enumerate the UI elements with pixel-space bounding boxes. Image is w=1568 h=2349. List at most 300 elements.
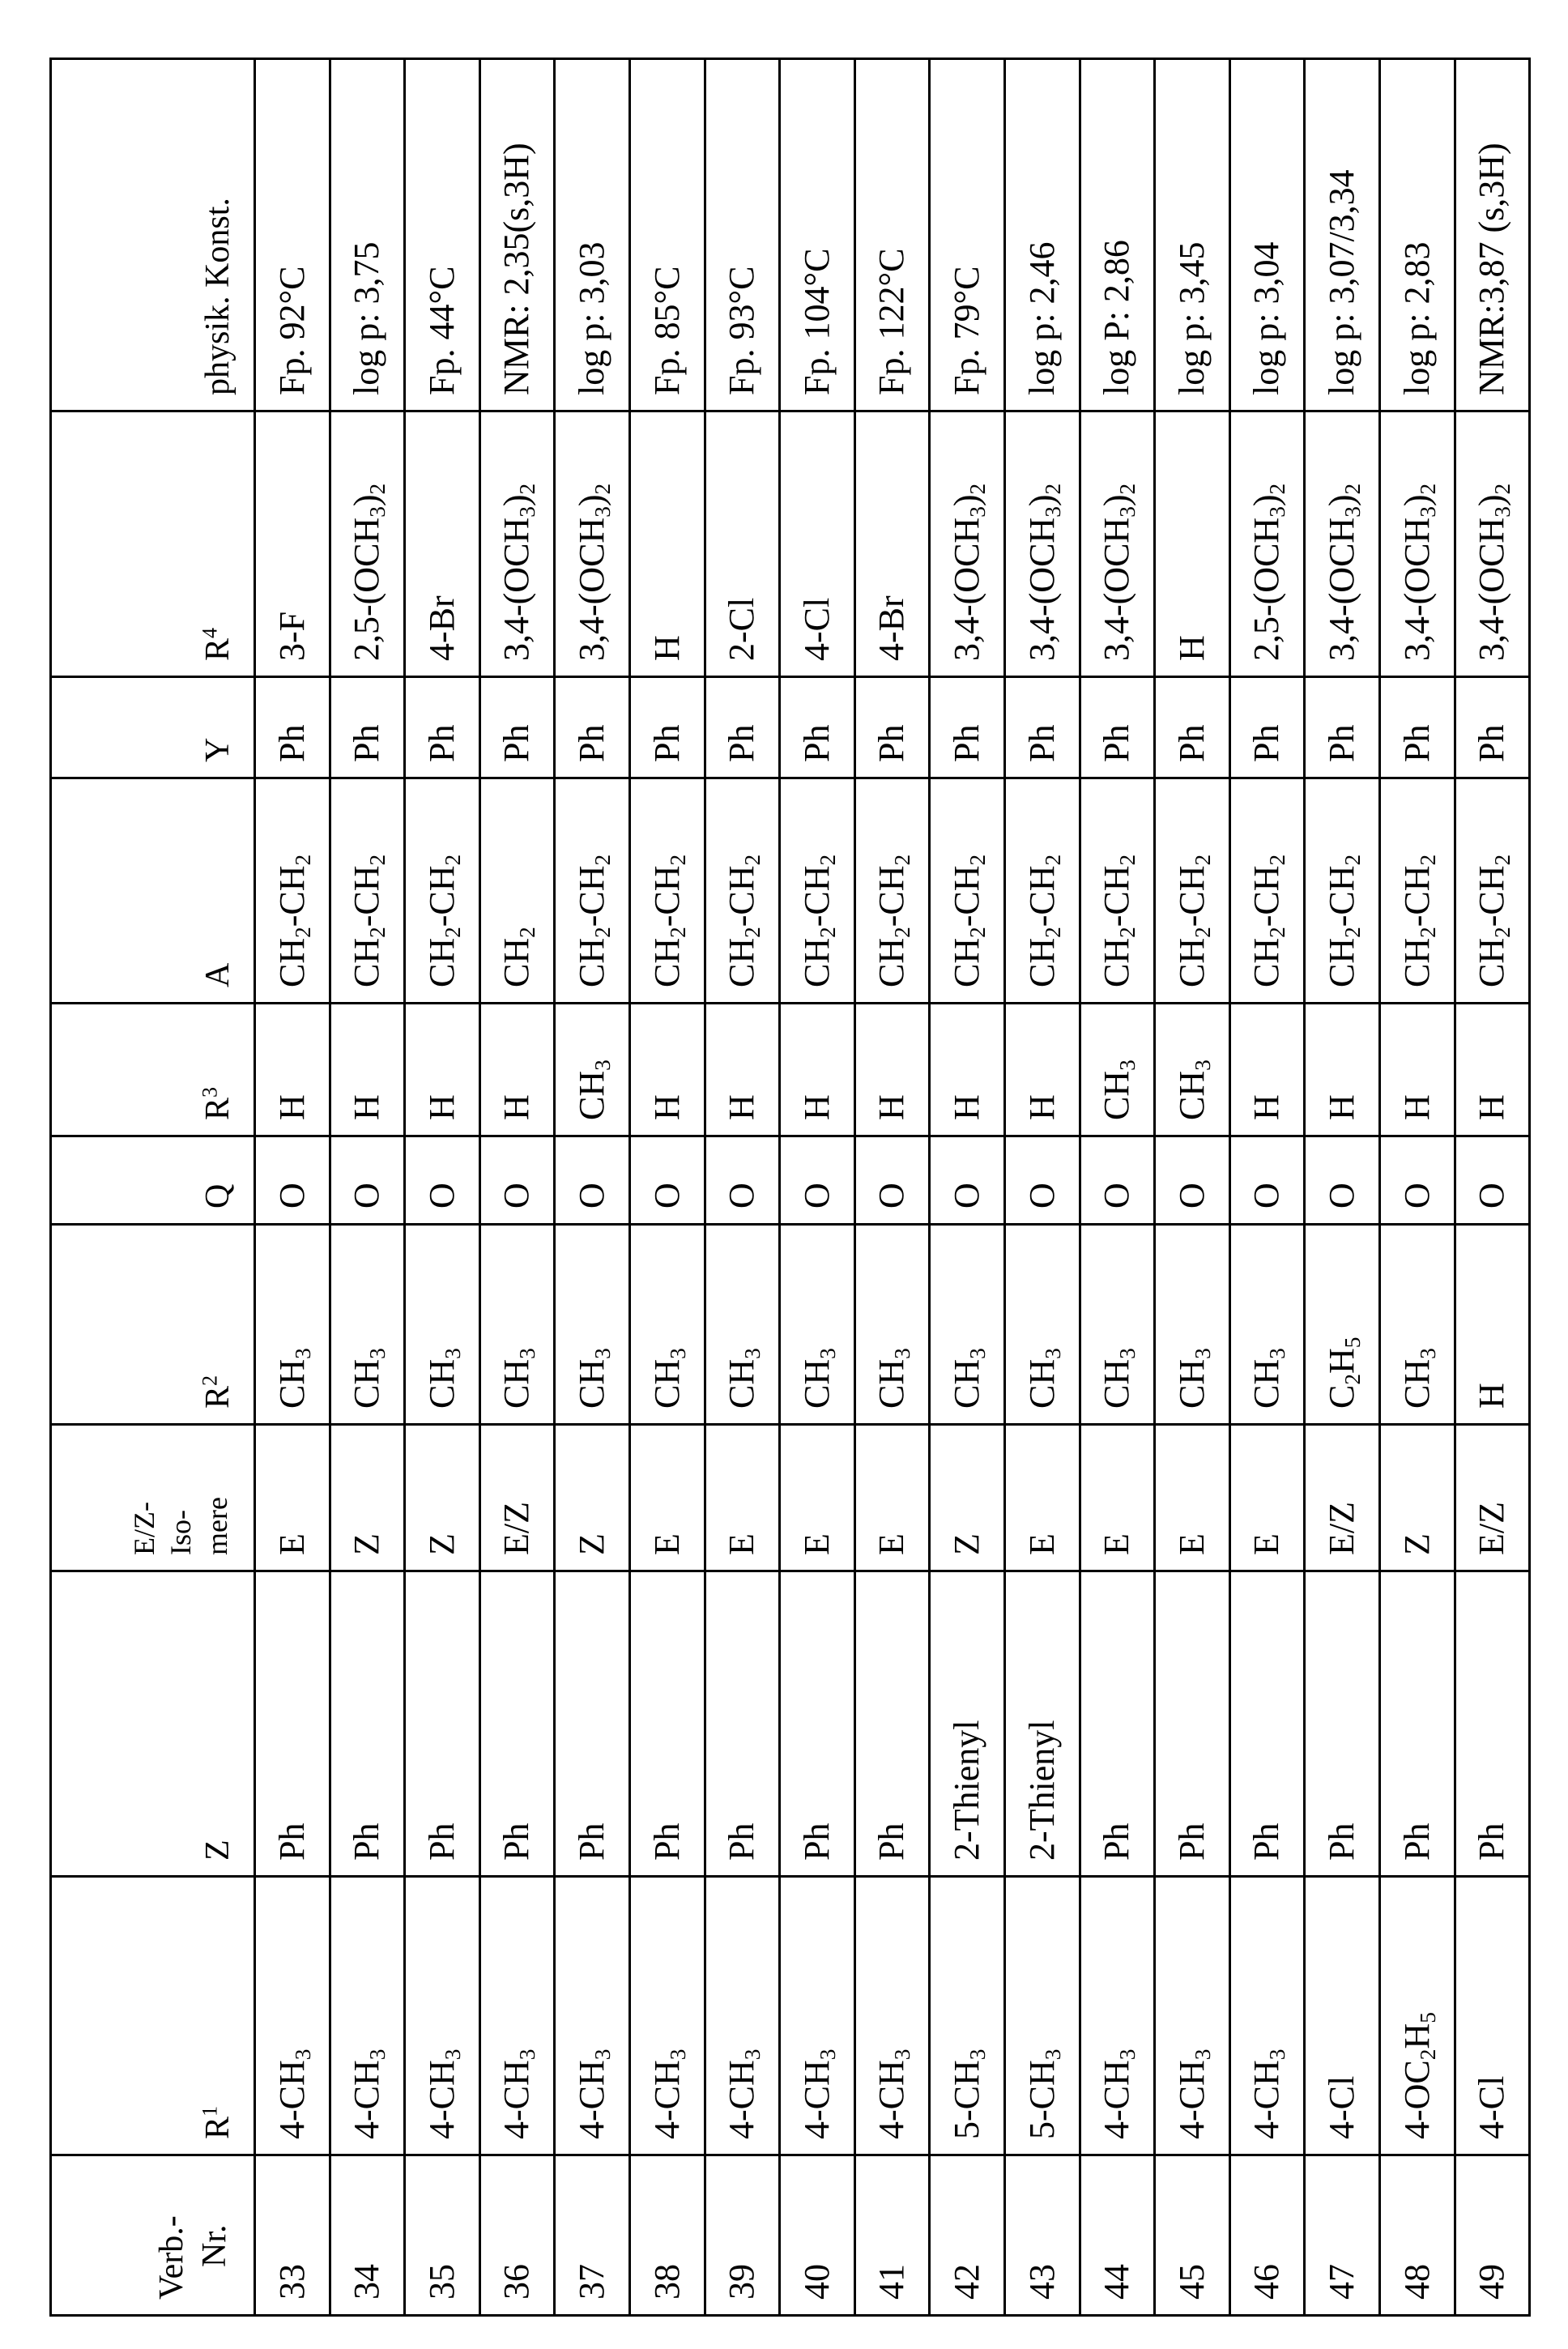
cell-r4	[1229, 411, 1305, 677]
cell-text: 44	[1097, 2264, 1137, 2300]
cell-text: Z	[421, 1533, 462, 1555]
cell-text: 5-CH	[1021, 2060, 1062, 2139]
cell-compound-number	[330, 2155, 405, 2316]
cell-text: CH	[572, 1358, 612, 1409]
cell-subscript: 2	[365, 483, 390, 495]
cell-ez-isomer	[1080, 1425, 1155, 1571]
cell-text: H	[646, 1094, 687, 1120]
cell-text: 43	[1021, 2264, 1062, 2300]
cell-r3	[930, 1004, 1005, 1136]
cell-text: O	[347, 1183, 387, 1209]
cell-q	[1155, 1136, 1230, 1225]
cell-a	[1455, 778, 1530, 1004]
cell-text: 4-CH	[1171, 2060, 1212, 2139]
cell-text: 4-Br	[871, 595, 912, 661]
cell-y	[780, 677, 855, 778]
table-body	[255, 59, 1530, 2316]
cell-r2	[479, 1225, 555, 1425]
cell-text: E	[1171, 1533, 1212, 1555]
cell-text: CH	[722, 1358, 762, 1409]
cell-subscript: 3	[1040, 506, 1065, 518]
cell-r1	[705, 1877, 780, 2155]
cell-r1	[1305, 1877, 1380, 2155]
cell-ez-isomer	[479, 1425, 555, 1571]
cell-text: O	[1097, 1183, 1137, 1209]
cell-text: Ph	[347, 1823, 387, 1861]
cell-subscript: 2	[816, 927, 841, 938]
cell-text: Fp. 92°C	[271, 266, 312, 395]
cell-text: Fp. 85°C	[646, 266, 687, 395]
cell-compound-number	[255, 2155, 330, 2316]
cell-text: O	[1322, 1183, 1362, 1209]
cell-subscript: 2	[1265, 927, 1290, 938]
cell-text: CH	[1396, 1358, 1437, 1409]
cell-text: -CH	[1322, 865, 1362, 927]
cell-text: )	[1246, 494, 1287, 507]
cell-text: Ph	[796, 1823, 837, 1861]
cell-ez-isomer	[1305, 1425, 1380, 1571]
cell-text: Ph	[646, 724, 687, 762]
cell-text: CH	[1396, 937, 1437, 987]
cell-subscript: 2	[1265, 854, 1290, 866]
cell-subscript: 3	[890, 2048, 915, 2061]
cell-subscript: 3	[590, 2048, 616, 2061]
cell-z	[330, 1571, 405, 1877]
cell-z	[780, 1571, 855, 1877]
cell-text: 4-Cl	[1322, 2075, 1362, 2139]
cell-z	[854, 1571, 930, 1877]
cell-subscript: 3	[365, 1348, 390, 1359]
cell-text: Ph	[1097, 724, 1137, 762]
cell-text: 35	[421, 2264, 462, 2300]
cell-q	[780, 1136, 855, 1225]
cell-text: -CH	[1097, 865, 1137, 927]
header-q	[51, 1136, 255, 1225]
cell-text: Z	[1396, 1533, 1437, 1555]
cell-y	[1455, 677, 1530, 778]
cell-text: CH	[796, 1358, 837, 1409]
cell-subscript: 3	[1115, 1348, 1140, 1359]
table-row	[854, 59, 930, 2316]
cell-a	[555, 778, 630, 1004]
cell-text: Z	[347, 1533, 387, 1555]
cell-r2	[629, 1225, 705, 1425]
cell-q	[1455, 1136, 1530, 1225]
cell-text: log p: 3,03	[572, 241, 612, 395]
cell-text: E	[646, 1533, 687, 1555]
cell-a	[1305, 778, 1380, 1004]
cell-r2	[555, 1225, 630, 1425]
cell-text: 4-CH	[1097, 2060, 1137, 2139]
cell-r2	[1229, 1225, 1305, 1425]
cell-text: )	[347, 494, 387, 507]
header-a	[51, 778, 255, 1004]
table-row	[1305, 59, 1380, 2316]
cell-text: NMR:3,87 (s,3H)	[1472, 143, 1512, 395]
cell-subscript: 3	[740, 1348, 765, 1359]
cell-text: CH	[646, 937, 687, 987]
cell-compound-number	[854, 2155, 930, 2316]
cell-physical-constant	[1155, 59, 1230, 411]
cell-text: E	[722, 1533, 762, 1555]
cell-y	[629, 677, 705, 778]
cell-r3	[555, 1004, 630, 1136]
cell-text: Ph	[1097, 1823, 1137, 1861]
cell-text: 4-CH	[646, 2060, 687, 2139]
cell-a	[1379, 778, 1455, 1004]
cell-r4	[330, 411, 405, 677]
cell-text: 42	[947, 2264, 987, 2300]
cell-subscript: 2	[1415, 854, 1440, 866]
cell-subscript: 2	[365, 927, 390, 938]
cell-subscript: 2	[1115, 854, 1140, 866]
cell-subscript: 3	[515, 2048, 540, 2061]
cell-r3	[1229, 1004, 1305, 1136]
header-text: Iso-	[164, 1510, 197, 1555]
cell-subscript: 2	[1490, 854, 1515, 866]
cell-q	[705, 1136, 780, 1225]
cell-r4	[629, 411, 705, 677]
header-text: mere	[201, 1497, 233, 1555]
header-text: Nr.	[195, 2224, 233, 2267]
table-row	[255, 59, 330, 2316]
cell-r3	[780, 1004, 855, 1136]
cell-subscript: 2	[1415, 927, 1440, 938]
cell-text: Ph	[1171, 1823, 1212, 1861]
cell-r3	[1080, 1004, 1155, 1136]
cell-text: log p: 3,07/3,34	[1322, 169, 1362, 395]
table-row	[1004, 59, 1080, 2316]
cell-text: Ph	[421, 1823, 462, 1861]
cell-r3	[1155, 1004, 1230, 1136]
cell-text: Ph	[271, 1823, 312, 1861]
table-row	[405, 59, 480, 2316]
cell-y	[555, 677, 630, 778]
cell-text: -CH	[1246, 865, 1287, 927]
cell-text: Ph	[646, 1823, 687, 1861]
cell-a	[629, 778, 705, 1004]
cell-text: E	[1021, 1533, 1062, 1555]
header-sup: 2	[198, 1375, 222, 1386]
cell-text: Ph	[1472, 724, 1512, 762]
cell-physical-constant	[930, 59, 1005, 411]
cell-text: 5-CH	[947, 2060, 987, 2139]
cell-a	[1080, 778, 1155, 1004]
cell-text: Fp. 44°C	[421, 266, 462, 395]
cell-subscript: 5	[1415, 2012, 1440, 2023]
cell-text: -CH	[796, 865, 837, 927]
cell-r4	[930, 411, 1005, 677]
cell-y	[405, 677, 480, 778]
cell-text: H	[271, 1094, 312, 1120]
cell-r1	[330, 1877, 405, 2155]
cell-z	[479, 1571, 555, 1877]
cell-text: Fp. 104°C	[796, 248, 837, 395]
cell-a	[705, 778, 780, 1004]
cell-text: log p: 3,75	[347, 241, 387, 395]
cell-text: CH	[722, 937, 762, 987]
header-text: Q	[198, 1183, 236, 1209]
cell-subscript: 2	[290, 854, 315, 866]
cell-text: CH	[871, 1358, 912, 1409]
cell-r2	[1305, 1225, 1380, 1425]
cell-r4	[705, 411, 780, 677]
cell-text: 3,4-(OCH	[1472, 517, 1512, 661]
cell-a	[1004, 778, 1080, 1004]
cell-text: E	[796, 1533, 837, 1555]
cell-z	[1229, 1571, 1305, 1877]
cell-text: E	[1097, 1533, 1137, 1555]
cell-subscript: 2	[965, 927, 991, 938]
cell-subscript: 2	[1340, 483, 1366, 495]
cell-a	[1155, 778, 1230, 1004]
cell-text: 3,4-(OCH	[1396, 517, 1437, 661]
cell-subscript: 3	[365, 506, 390, 518]
cell-subscript: 2	[590, 483, 616, 495]
cell-text: O	[871, 1183, 912, 1209]
cell-text: CH	[1097, 1070, 1137, 1120]
cell-text: NMR: 2,35(s,3H)	[496, 143, 537, 395]
cell-physical-constant	[1305, 59, 1380, 411]
cell-y	[705, 677, 780, 778]
cell-z	[405, 1571, 480, 1877]
cell-compound-number	[479, 2155, 555, 2316]
cell-r4	[1379, 411, 1455, 677]
cell-subscript: 3	[890, 1348, 915, 1359]
cell-subscript: 3	[441, 2048, 466, 2061]
cell-ez-isomer	[1155, 1425, 1230, 1571]
cell-text: O	[271, 1183, 312, 1209]
cell-text: Ph	[1246, 1823, 1287, 1861]
cell-compound-number	[555, 2155, 630, 2316]
cell-text: H	[1472, 1094, 1512, 1120]
cell-r3	[405, 1004, 480, 1136]
cell-subscript: 2	[1115, 483, 1140, 495]
cell-text: 2,5-(OCH	[347, 517, 387, 661]
cell-text: H	[1396, 1094, 1437, 1120]
cell-text: H	[1021, 1094, 1062, 1120]
cell-text: CH	[1097, 1358, 1137, 1409]
table-row	[1379, 59, 1455, 2316]
cell-q	[1379, 1136, 1455, 1225]
table-row	[1229, 59, 1305, 2316]
cell-subscript: 2	[890, 927, 915, 938]
cell-r4	[1455, 411, 1530, 677]
cell-text: )	[1097, 494, 1137, 507]
cell-text: CH	[271, 1358, 312, 1409]
cell-physical-constant	[1229, 59, 1305, 411]
cell-text: 4-CH	[347, 2060, 387, 2139]
cell-r1	[930, 1877, 1005, 2155]
cell-text: -CH	[347, 865, 387, 927]
cell-y	[330, 677, 405, 778]
header-text: R	[198, 1385, 236, 1409]
cell-z	[1155, 1571, 1230, 1877]
cell-text: 2-Cl	[722, 597, 762, 661]
cell-r1	[1004, 1877, 1080, 2155]
cell-subscript: 3	[965, 1348, 991, 1359]
cell-a	[255, 778, 330, 1004]
cell-ez-isomer	[854, 1425, 930, 1571]
cell-q	[255, 1136, 330, 1225]
cell-y	[854, 677, 930, 778]
cell-y	[930, 677, 1005, 778]
cell-text: Ph	[871, 724, 912, 762]
cell-text: 36	[496, 2264, 537, 2300]
cell-text: -CH	[722, 865, 762, 927]
cell-subscript: 3	[1115, 1059, 1140, 1071]
cell-subscript: 2	[1115, 927, 1140, 938]
table-row	[780, 59, 855, 2316]
cell-physical-constant	[555, 59, 630, 411]
cell-z	[705, 1571, 780, 1877]
cell-text: O	[646, 1183, 687, 1209]
cell-text: E/Z	[1322, 1502, 1362, 1555]
cell-r3	[1305, 1004, 1380, 1136]
cell-text: Ph	[572, 724, 612, 762]
cell-text: O	[1396, 1183, 1437, 1209]
cell-ez-isomer	[705, 1425, 780, 1571]
cell-subscript: 5	[1340, 1336, 1366, 1349]
cell-subscript: 2	[1340, 1374, 1366, 1385]
table-row	[555, 59, 630, 2316]
cell-text: log p: 3,45	[1171, 241, 1212, 395]
cell-a	[780, 778, 855, 1004]
cell-text: H	[947, 1094, 987, 1120]
cell-text: H	[796, 1094, 837, 1120]
cell-text: )	[947, 494, 987, 507]
cell-text: 4-CH	[421, 2060, 462, 2139]
header-compound-number	[51, 2155, 255, 2316]
cell-subscript: 2	[365, 854, 390, 866]
cell-q	[930, 1136, 1005, 1225]
cell-q	[555, 1136, 630, 1225]
cell-text: -CH	[1171, 865, 1212, 927]
cell-text: H	[1246, 1094, 1287, 1120]
cell-text: 37	[572, 2264, 612, 2300]
cell-text: 3-F	[271, 611, 312, 661]
cell-text: -CH	[572, 865, 612, 927]
cell-q	[1004, 1136, 1080, 1225]
cell-text: log p: 3,04	[1246, 241, 1287, 395]
cell-compound-number	[930, 2155, 1005, 2316]
cell-subscript: 2	[441, 854, 466, 866]
cell-ez-isomer	[1229, 1425, 1305, 1571]
cell-subscript: 2	[1340, 927, 1366, 938]
cell-r2	[1455, 1225, 1530, 1425]
cell-subscript: 3	[1415, 1348, 1440, 1359]
cell-text: Z	[572, 1533, 612, 1555]
cell-subscript: 2	[665, 854, 690, 866]
cell-subscript: 3	[1265, 506, 1290, 518]
cell-text: Ph	[271, 724, 312, 762]
cell-r4	[1080, 411, 1155, 677]
cell-text: H	[347, 1094, 387, 1120]
cell-text: Ph	[1322, 724, 1362, 762]
cell-r2	[1080, 1225, 1155, 1425]
cell-text: H	[421, 1094, 462, 1120]
cell-text: 49	[1472, 2264, 1512, 2300]
cell-subscript: 3	[1490, 506, 1515, 518]
cell-subscript: 2	[1040, 927, 1065, 938]
cell-subscript: 3	[965, 506, 991, 518]
cell-a	[854, 778, 930, 1004]
cell-text: H	[1396, 2023, 1437, 2049]
cell-text: O	[496, 1183, 537, 1209]
cell-r1	[1229, 1877, 1305, 2155]
cell-text: O	[722, 1183, 762, 1209]
cell-text: O	[1246, 1183, 1287, 1209]
cell-subscript: 3	[1191, 2048, 1215, 2061]
cell-text: Ph	[796, 724, 837, 762]
cell-subscript: 3	[1040, 1348, 1065, 1359]
cell-subscript: 2	[1490, 483, 1515, 495]
cell-text: Ph	[947, 724, 987, 762]
table-row	[930, 59, 1005, 2316]
cell-compound-number	[1305, 2155, 1380, 2316]
cell-text: H	[1472, 1383, 1512, 1409]
cell-text: -CH	[1396, 865, 1437, 927]
cell-subscript: 3	[515, 1348, 540, 1359]
cell-text: )	[496, 494, 537, 507]
cell-r1	[555, 1877, 630, 2155]
cell-text: Fp. 93°C	[722, 266, 762, 395]
cell-r2	[780, 1225, 855, 1425]
cell-r3	[1004, 1004, 1080, 1136]
cell-r3	[1379, 1004, 1455, 1136]
cell-y	[1305, 677, 1380, 778]
cell-z	[930, 1571, 1005, 1877]
cell-text: Ph	[722, 1823, 762, 1861]
cell-ez-isomer	[780, 1425, 855, 1571]
cell-text: 33	[271, 2264, 312, 2300]
header-text: Y	[198, 737, 236, 762]
cell-physical-constant	[1004, 59, 1080, 411]
cell-r1	[1455, 1877, 1530, 2155]
cell-text: H	[496, 1094, 537, 1120]
cell-text: E	[271, 1533, 312, 1555]
cell-compound-number	[1080, 2155, 1155, 2316]
cell-q	[405, 1136, 480, 1225]
header-text: physik. Konst.	[198, 198, 236, 395]
table-row	[330, 59, 405, 2316]
cell-y	[255, 677, 330, 778]
cell-subscript: 3	[1191, 1348, 1215, 1359]
cell-text: Ph	[1171, 724, 1212, 762]
cell-r4	[780, 411, 855, 677]
cell-r1	[255, 1877, 330, 2155]
cell-text: 3,4-(OCH	[1322, 517, 1362, 661]
cell-subscript: 2	[740, 927, 765, 938]
cell-text: 4-CH	[722, 2060, 762, 2139]
cell-ez-isomer	[1004, 1425, 1080, 1571]
cell-text: -CH	[646, 865, 687, 927]
cell-subscript: 2	[290, 927, 315, 938]
header-text: R	[198, 2116, 236, 2139]
cell-subscript: 3	[740, 2048, 765, 2061]
table-row	[705, 59, 780, 2316]
cell-text: Ph	[1322, 1823, 1362, 1861]
cell-subscript: 3	[590, 1348, 616, 1359]
cell-physical-constant	[405, 59, 480, 411]
cell-subscript: 3	[365, 2048, 390, 2061]
cell-q	[330, 1136, 405, 1225]
cell-text: Ph	[347, 724, 387, 762]
cell-ez-isomer	[330, 1425, 405, 1571]
cell-text: log p: 2,83	[1396, 241, 1437, 395]
cell-subscript: 3	[665, 1348, 690, 1359]
cell-r2	[405, 1225, 480, 1425]
